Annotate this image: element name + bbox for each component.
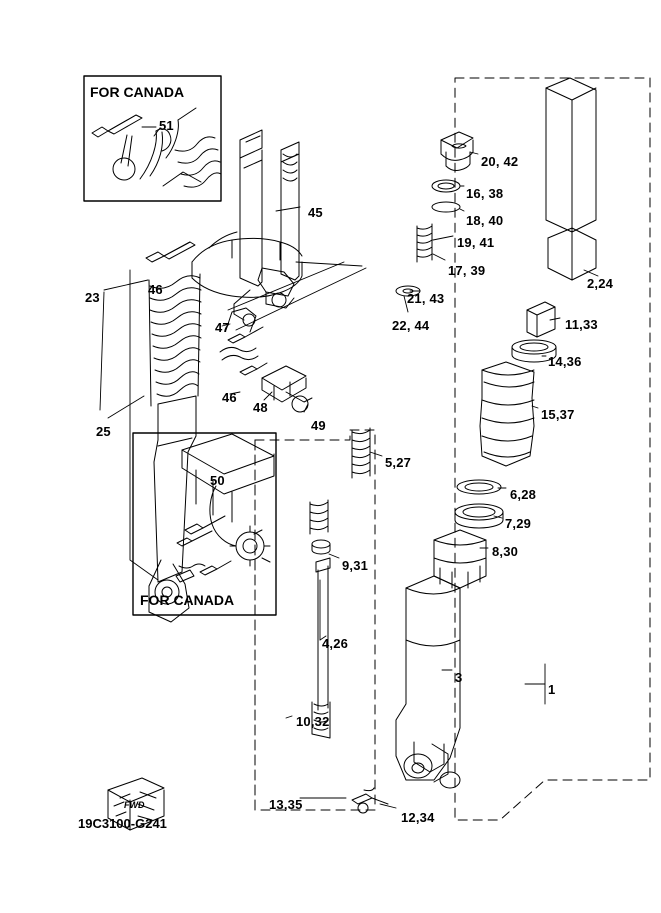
callout-17-39: 17, 39 xyxy=(448,263,486,278)
callout-4-26: 4,26 xyxy=(322,636,349,651)
callout-2-24: 2,24 xyxy=(587,276,614,291)
callout-51: 51 xyxy=(159,118,174,133)
callout-5-27: 5,27 xyxy=(385,455,412,470)
inset-box-title-bottom: FOR CANADA xyxy=(140,592,235,608)
callout-8-30: 8,30 xyxy=(492,544,519,559)
inset-box-title-top: FOR CANADA xyxy=(90,84,185,100)
callout-9-31: 9,31 xyxy=(342,558,369,573)
callout-46-mid: 46 xyxy=(222,390,237,405)
callout-6-28: 6,28 xyxy=(510,487,537,502)
callout-45: 45 xyxy=(308,205,323,220)
callout-46-top: 46 xyxy=(148,282,163,297)
callout-23: 23 xyxy=(85,290,100,305)
callout-18-40: 18, 40 xyxy=(466,213,504,228)
callout-47: 47 xyxy=(215,320,230,335)
callout-14-36: 14,36 xyxy=(548,354,582,369)
callout-7-29: 7,29 xyxy=(505,516,532,531)
callout-21-43: 21, 43 xyxy=(407,291,445,306)
callout-22-44: 22, 44 xyxy=(392,318,430,333)
callout-1: 1 xyxy=(548,682,556,697)
callout-16-38: 16, 38 xyxy=(466,186,504,201)
callout-3: 3 xyxy=(455,670,463,685)
callout-12-34: 12,34 xyxy=(401,810,435,825)
fwd-direction-label: FWD xyxy=(124,800,145,810)
callout-13-35: 13,35 xyxy=(269,797,303,812)
callout-11-33: 11,33 xyxy=(565,317,598,332)
callout-50: 50 xyxy=(210,473,225,488)
callout-49: 49 xyxy=(311,418,326,433)
part-code: 19C3100-G241 xyxy=(78,816,167,831)
callout-20-42: 20, 42 xyxy=(481,154,519,169)
callout-19-41: 19, 41 xyxy=(457,235,495,250)
callout-10-32: 10,32 xyxy=(296,714,330,729)
callout-48: 48 xyxy=(253,400,268,415)
callout-25: 25 xyxy=(96,424,111,439)
callout-15-37: 15,37 xyxy=(541,407,575,422)
